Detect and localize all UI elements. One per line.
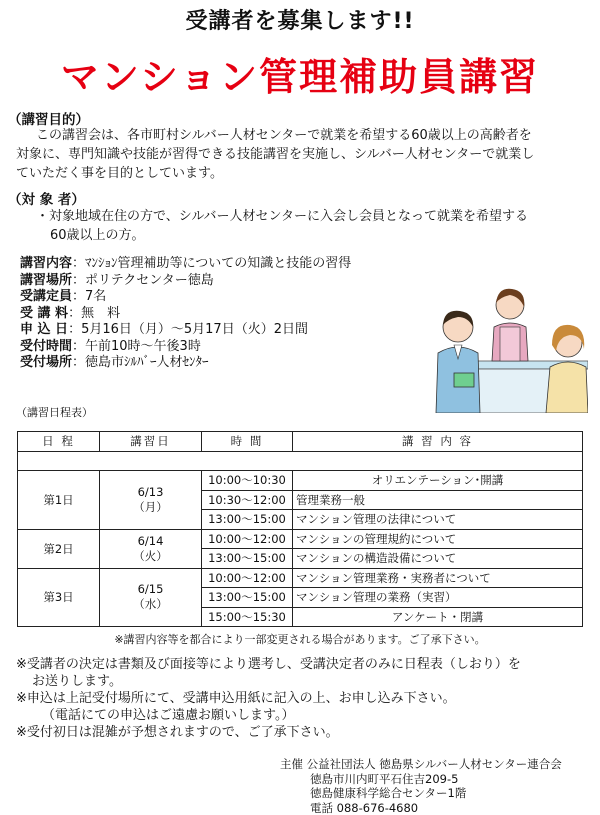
note-line: お送りします。 [16, 673, 521, 690]
detail-row-location: 講習場所：ポリテクセンター徳島 [20, 273, 351, 290]
table-row [18, 471, 583, 491]
time-slot: 10:00～10:30 [202, 471, 293, 491]
purpose-line-2: 対象に、専門知識や技能が習得できる技能講習を実施し、シルバー人材センターで就業し [16, 145, 534, 164]
announcement-heading: 受講者を募集します!! [0, 4, 600, 35]
course-date: 6/15 （水） [100, 568, 202, 627]
table-row [18, 529, 583, 549]
course-date: 6/13 （月） [100, 471, 202, 530]
note-line: （電話にての申込はご遠慮お願いします。） [16, 707, 521, 724]
course-content: マンションの構造設備について [293, 549, 583, 569]
time-slot: 13:00～15:00 [202, 510, 293, 530]
time-slot: 10:00～12:00 [202, 529, 293, 549]
reception-illustration [428, 283, 588, 413]
purpose-line-1: この講習会は、各市町村シルバー人材センターで就業を希望する60歳以上の高齢者を [36, 126, 532, 145]
course-date: 6/14 （火） [100, 529, 202, 568]
detail-row-capacity: 受講定員：7名 [20, 289, 351, 306]
time-slot: 13:00～15:00 [202, 588, 293, 608]
detail-row-fee: 受 講 料：無 料 [20, 306, 351, 323]
organizer-info [280, 757, 562, 815]
course-details [20, 256, 351, 372]
time-slot: 15:00～15:30 [202, 607, 293, 627]
course-content: マンション管理の業務（実習） [293, 588, 583, 608]
header-day: 日 程 [18, 432, 100, 452]
header-date: 講習日 [100, 432, 202, 452]
course-content: オリエンテーション･開講 [293, 471, 583, 491]
target-line-2: 60歳以上の方。 [50, 226, 145, 245]
page-title: マンション管理補助員講習 [0, 46, 600, 101]
organizer-address: 徳島市川内町平石住吉209-5 [280, 772, 562, 787]
purpose-line-3: ていただく事を目的としています。 [16, 164, 223, 183]
detail-row-content: 講習内容：ﾏﾝｼｮﾝ管理補助等についての知識と技能の習得 [20, 256, 351, 273]
detail-row-reception-time: 受付時間：午前10時～午後3時 [20, 339, 351, 356]
schedule-note: ※講習内容等を都合により一部変更される場合があります。ご了承下さい。 [0, 631, 600, 647]
header-time: 時 間 [202, 432, 293, 452]
detail-row-reception-place: 受付場所：徳島市ｼﾙﾊﾞｰ人材ｾﾝﾀｰ [20, 355, 351, 372]
target-heading: （対 象 者） [8, 188, 85, 208]
table-row [18, 568, 583, 588]
purpose-heading: （講習目的） [8, 108, 89, 128]
application-notes [16, 656, 521, 741]
organizer-building: 徳島健康科学総合センター1階 [280, 786, 562, 801]
schedule-caption: （講習日程表） [16, 404, 93, 420]
header-content: 講 習 内 容 [293, 432, 583, 452]
time-slot: 10:00～12:00 [202, 568, 293, 588]
course-content: マンション管理の法律について [293, 510, 583, 530]
organizer-phone: 電話 088-676-4680 [280, 801, 562, 815]
day-label: 第1日 [18, 471, 100, 530]
day-label: 第3日 [18, 568, 100, 627]
note-line: ※受付初日は混雑が予想されますので、ご了承下さい。 [16, 724, 521, 741]
time-slot: 13:00～15:00 [202, 549, 293, 569]
detail-row-application-date: 申 込 日：5月16日（月）～5月17日（火）2日間 [20, 322, 351, 339]
schedule-header-row [18, 432, 583, 452]
course-content: マンション管理業務・実務者について [293, 568, 583, 588]
course-content: アンケート・閉講 [293, 607, 583, 627]
organizer-name: 主催 公益社団法人 徳島県シルバー人材センター連合会 [280, 757, 562, 772]
schedule-table [17, 431, 583, 627]
course-content: マンションの管理規約について [293, 529, 583, 549]
course-content: 管理業務一般 [293, 490, 583, 510]
target-line-1: ・対象地域在住の方で、シルバー人材センターに入会し会員となって就業を希望する [36, 207, 528, 226]
time-slot: 10:30～12:00 [202, 490, 293, 510]
note-line: ※申込は上記受付場所にて、受講申込用紙に記入の上、お申し込み下さい。 [16, 690, 521, 707]
day-label: 第2日 [18, 529, 100, 568]
note-line: ※受講者の決定は書類及び面接等により選考し、受講決定者のみに日程表（しおり）を [16, 656, 521, 673]
